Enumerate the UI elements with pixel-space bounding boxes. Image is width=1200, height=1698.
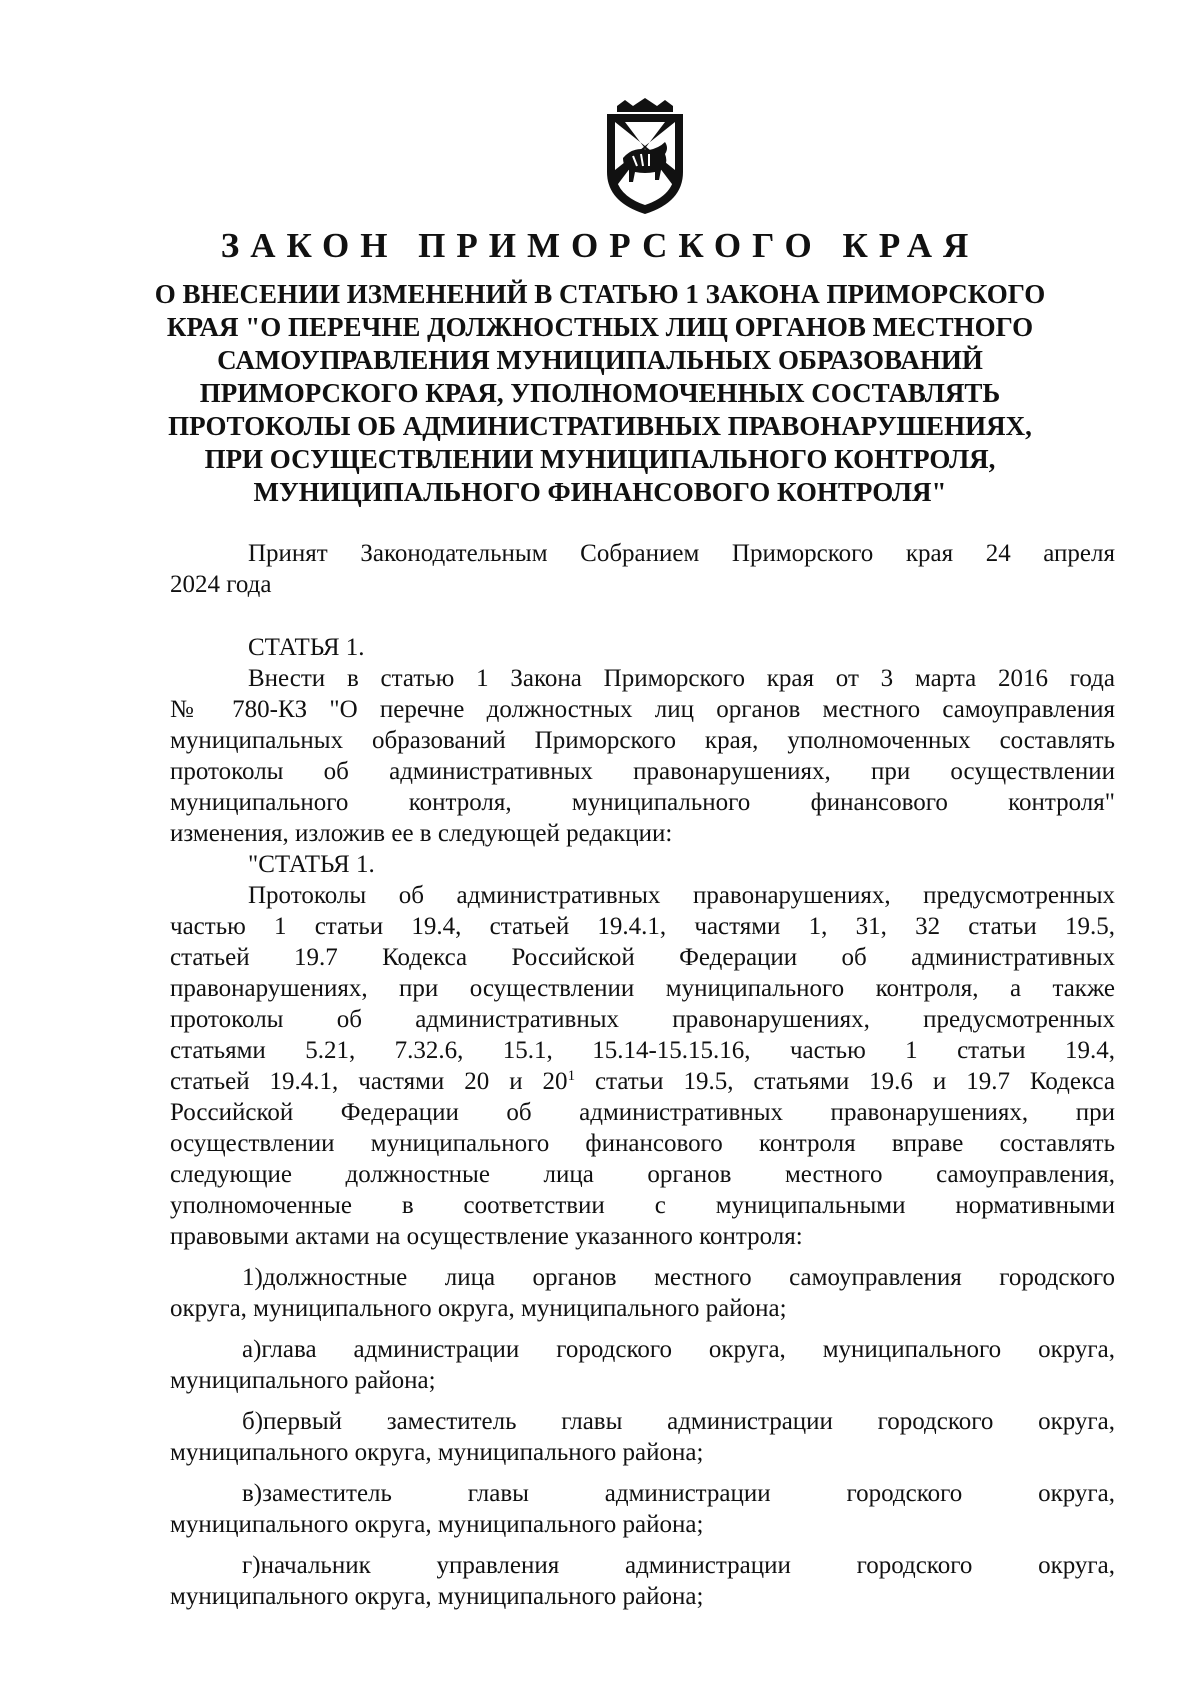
- text-line: правовыми актами на осуществление указанного контроля:: [170, 1223, 803, 1250]
- text-line: муниципального контроля, муниципального финансового контроля": [170, 789, 1115, 816]
- list-item: муниципального округа, муниципального района;: [170, 1511, 704, 1538]
- subtitle-line: ПРОТОКОЛЫ ОБ АДМИНИСТРАТИВНЫХ ПРАВОНАРУШЕНИЯХ,: [168, 411, 1032, 441]
- text-line-with-superscript: [170, 1066, 1115, 1097]
- text-line: Российской Федерации об административных правонарушениях, при: [170, 1099, 1115, 1126]
- text-line: уполномоченные в соответствии с муниципальными нормативными: [170, 1192, 1115, 1219]
- text-line: муниципальных образований Приморского края, уполномоченных составлять: [170, 727, 1115, 754]
- adoption-line: 2024 года: [170, 571, 272, 598]
- document-title: ЗАКОН ПРИМОРСКОГО КРАЯ: [220, 226, 980, 265]
- text-line: статьями 5.21, 7.32.6, 15.1, 15.14-15.15.16, частью 1 статьи 19.4,: [170, 1037, 1115, 1064]
- subtitle-line: САМОУПРАВЛЕНИЯ МУНИЦИПАЛЬНЫХ ОБРАЗОВАНИЙ: [217, 345, 983, 375]
- text-line: частью 1 статьи 19.4, статьей 19.4.1, частями 1, 31, 32 статьи 19.5,: [170, 913, 1115, 940]
- article-heading: СТАТЬЯ 1.: [248, 634, 365, 661]
- text-fragment: статьи 19.5, статьями 19.6 и 19.7 Кодекса: [575, 1068, 1115, 1095]
- text-line: правонарушениях, при осуществлении муниципального контроля, а также: [170, 975, 1115, 1002]
- list-item: а)глава администрации городского округа, муниципального округа,: [242, 1336, 1115, 1363]
- list-item: б)первый заместитель главы администрации городского округа,: [242, 1408, 1115, 1435]
- subtitle-line: ПРИ ОСУЩЕСТВЛЕНИИ МУНИЦИПАЛЬНОГО КОНТРОЛЯ,: [204, 444, 996, 474]
- quoted-article-heading: "СТАТЬЯ 1.: [248, 851, 375, 878]
- adoption-line: Принят Законодательным Собранием Приморского края 24 апреля: [248, 540, 1115, 567]
- list-item: муниципального округа, муниципального района;: [170, 1583, 704, 1610]
- subtitle-line: МУНИЦИПАЛЬНОГО ФИНАНСОВОГО КОНТРОЛЯ": [253, 477, 947, 507]
- list-item: г)начальник управления администрации городского округа,: [242, 1552, 1115, 1579]
- list-item: округа, муниципального округа, муниципального района;: [170, 1295, 787, 1322]
- list-item: муниципального района;: [170, 1367, 436, 1394]
- text-line: изменения, изложив ее в следующей редакции:: [170, 820, 673, 847]
- list-item: 1)должностные лица органов местного самоуправления городского: [242, 1264, 1115, 1291]
- subtitle-line: КРАЯ "О ПЕРЕЧНЕ ДОЛЖНОСТНЫХ ЛИЦ ОРГАНОВ МЕСТНОГО: [166, 312, 1034, 342]
- subtitle-line: ПРИМОРСКОГО КРАЯ, УПОЛНОМОЧЕННЫХ СОСТАВЛЯТЬ: [199, 378, 1001, 408]
- text-line: № 780-КЗ "О перечне должностных лиц органов местного самоуправления: [170, 696, 1115, 723]
- text-line: статьей 19.7 Кодекса Российской Федерации об административных: [170, 944, 1115, 971]
- text-line: Протоколы об административных правонарушениях, предусмотренных: [248, 882, 1115, 909]
- text-line: Внести в статью 1 Закона Приморского края от 3 марта 2016 года: [248, 665, 1115, 692]
- list-item: муниципального округа, муниципального района;: [170, 1439, 704, 1466]
- document-subtitle: [150, 278, 1050, 509]
- superscript: 1: [567, 1068, 576, 1084]
- list-item: в)заместитель главы администрации городского округа,: [242, 1480, 1115, 1507]
- primorsky-coat-of-arms-icon: [603, 98, 687, 216]
- text-line: протоколы об административных правонарушениях, при осуществлении: [170, 758, 1115, 785]
- adoption-note: [170, 538, 1115, 600]
- article-body: [170, 632, 1115, 1612]
- subtitle-line: О ВНЕСЕНИИ ИЗМЕНЕНИЙ В СТАТЬЮ 1 ЗАКОНА ПРИМОРСКОГО: [154, 279, 1046, 309]
- text-line: следующие должностные лица органов местного самоуправления,: [170, 1161, 1115, 1188]
- text-line: протоколы об административных правонарушениях, предусмотренных: [170, 1006, 1115, 1033]
- text-line: осуществлении муниципального финансового контроля вправе составлять: [170, 1130, 1115, 1157]
- text-fragment: статьей 19.4.1, частями 20 и 20: [170, 1068, 568, 1095]
